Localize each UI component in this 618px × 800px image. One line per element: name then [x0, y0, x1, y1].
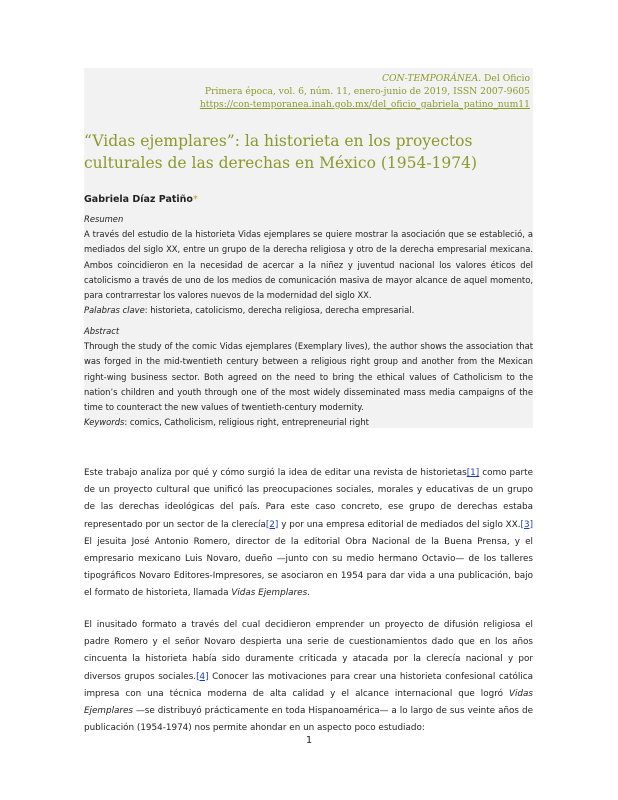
author-name: Gabriela Díaz Patiño — [84, 194, 193, 205]
footnote-ref-3[interactable]: [3] — [520, 519, 534, 530]
abstract-section — [84, 324, 533, 430]
para1-text-5: . — [307, 588, 310, 599]
abstract-keywords-label: Keywords — [84, 417, 125, 428]
para1-italic-title: Vidas Ejemplares — [231, 588, 308, 599]
resumen-text: A través del estudio de la historieta Vidas ejemplares se quiere mostrar la asociación que se estableció, a mediados del siglo XX, entre un grupo de la derecha religiosa y otro de la derecha empresarial mexicana. Ambos coincidieron en la necesidad de acercar a la niñez y juventud nacional los valores éticos del catolicismo a través de uno de los medios de comunicación masiva de mayor alcance de aquel momento, para contrarrestar los valores nuevos de la modernidad del siglo XX. — [84, 229, 533, 301]
para1-text-4: El jesuita José Antonio Romero, director de la editorial Obra Nacional de la Buena Prensa, y el empresario mexicano Luis Novaro, dueño —junto con su medio hermano Octavio— de los talleres tipográficos Novaro Editores-Impresores, se asociaron en 1954 para dar vida a una publicación, bajo el formato de historieta, llamada — [84, 536, 533, 599]
footnote-ref-4[interactable]: [4] — [196, 671, 209, 682]
abstract-text: Through the study of the comic Vidas ejemplares (Exemplary lives), the author shows the association that was forged in the mid-twentieth century between a religious right group and another from the Mexican right-wing business sector. Both agreed on the need to bring the ethical values of Catholicism to the nation’s children and youth through one of the most widely disseminated mass media campaigns of the time to counteract the new values of twentieth-century modernity. — [84, 341, 533, 413]
journal-header — [200, 72, 530, 111]
para2-text-1: El inusitado formato a través del cual decidieron emprender un proyecto de difusión religiosa el padre Romero y el señor Novaro despierta una serie de cuestionamientos dado que en los años cincuenta la historieta había sido duramente criticada y atacada por la clerecía nacional y por diversos grupos sociales. — [84, 620, 533, 682]
resumen-heading: Resumen — [84, 214, 124, 224]
resumen-keywords-label: Palabras clave — [84, 305, 145, 316]
abstract-keywords-text: : comics, Catholicism, religious right, entrepreneurial right — [124, 417, 369, 428]
page-number: 1 — [305, 735, 313, 746]
article-url-link[interactable]: https://con-temporanea.inah.gob.mx/del_oficio_gabriela_patino_num11 — [199, 99, 530, 110]
abstract-heading: Abstract — [84, 326, 120, 336]
journal-name-line — [200, 72, 530, 85]
body-paragraph-2 — [84, 617, 533, 737]
body-paragraph-1 — [84, 465, 533, 603]
para1-text-1: Este trabajo analiza por qué y cómo surgió la idea de editar una revista de historietas — [84, 468, 467, 478]
para2-text-2: Conocer las motivaciones para crear una historieta confesional católica impresa con una técnica moderna de alta calidad y el alcance internacional que logró — [84, 671, 533, 699]
para2-text-3: —se distribuyó prácticamente en toda Hispanoamérica— a lo largo de sus veinte años de publicación (1954-1974) nos permite ahondar en un aspecto poco estudiado: — [84, 706, 533, 734]
para1-text-3: y por una empresa editorial de mediados del siglo XX. — [278, 519, 521, 530]
article-title: “Vidas ejemplares”: la historieta en los proyectos culturales de las derechas en México (1954-1974) — [84, 132, 478, 172]
abstract-keywords — [84, 415, 533, 430]
resumen-keywords — [84, 303, 533, 318]
resumen-keywords-text: : historieta, catolicismo, derecha religiosa, derecha empresarial. — [144, 305, 415, 316]
journal-title: CON-TEMPORÁNEA. — [381, 73, 482, 84]
resumen-section — [84, 212, 533, 318]
author-line — [84, 194, 198, 205]
para1-text-2: como parte de un proyecto cultural que unificó las preocupaciones sociales, morales y educativas de un grupo de las derechas ideológicas del país. Para este caso concreto, ese grupo de derechas estaba representado por un sector de la clerecía — [84, 468, 534, 530]
para2-italic-title: Vidas Ejemplares — [84, 688, 533, 717]
journal-section: Del Oficio — [481, 73, 530, 84]
footnote-ref-1[interactable]: [1] — [466, 468, 480, 478]
footnote-ref-2[interactable]: [2] — [265, 519, 279, 530]
journal-issue: Primera época, vol. 6, núm. 11, enero-junio de 2019, ISSN 2007-9605 — [204, 86, 530, 97]
author-footnote-link[interactable]: * — [192, 194, 198, 205]
